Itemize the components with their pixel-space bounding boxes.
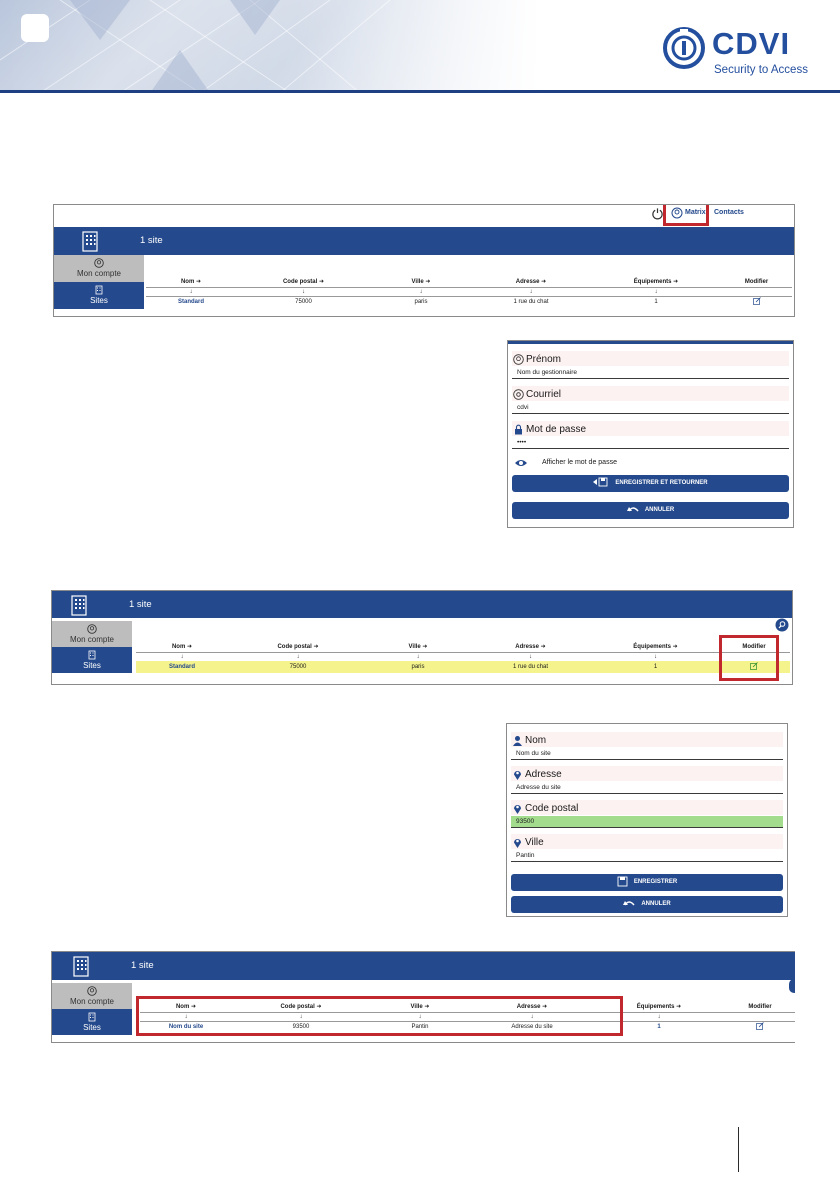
cell-ville: paris xyxy=(411,664,425,670)
col-code-postal[interactable]: Code postal ➜ xyxy=(277,644,319,651)
account-form xyxy=(507,340,794,528)
account-icon xyxy=(87,624,97,634)
person-icon xyxy=(512,735,523,746)
sidebar-item-sites-label: Sites xyxy=(90,296,108,305)
city-label: Ville xyxy=(511,834,783,849)
nav-contacts[interactable]: Contacts xyxy=(714,209,744,216)
updated-sites-screen xyxy=(51,951,795,1043)
col-adresse[interactable]: Adresse ➜ xyxy=(516,1004,548,1011)
address-label: Adresse xyxy=(511,766,783,781)
cell-nom[interactable]: Standard xyxy=(177,298,204,305)
filter-arrow[interactable]: ↓ xyxy=(654,288,658,295)
site-name-input[interactable]: Nom du site xyxy=(511,748,783,760)
col-adresse[interactable]: Adresse ➜ xyxy=(515,279,547,286)
cell-code-postal: 75000 xyxy=(295,298,312,305)
matrix-highlight-box xyxy=(663,204,709,226)
site-count: 1 site xyxy=(131,960,154,971)
section-marker xyxy=(21,14,49,42)
site-count: 1 site xyxy=(140,235,163,246)
brand-name: CDVI xyxy=(712,26,791,61)
eye-icon xyxy=(514,458,528,468)
sites-bar xyxy=(52,591,792,618)
postal-field-block xyxy=(511,800,783,834)
site-count: 1 site xyxy=(129,599,152,610)
name-field-block xyxy=(511,732,783,766)
filter-arrow[interactable]: ↓ xyxy=(416,653,420,660)
col-code-postal[interactable]: Code postal ➜ xyxy=(282,279,325,286)
cdvi-logo-icon xyxy=(662,26,706,70)
cell-nom[interactable]: Nom du site xyxy=(168,1023,204,1030)
filter-arrow[interactable]: ↓ xyxy=(654,653,657,660)
edit-icon[interactable] xyxy=(756,1022,764,1030)
city-field-block xyxy=(511,834,783,868)
email-field-block xyxy=(512,386,789,420)
filter-row xyxy=(136,652,790,661)
email-label: Courriel xyxy=(512,386,789,401)
floppy-disk-icon xyxy=(617,876,628,887)
face-icon xyxy=(513,354,524,365)
sites-icon xyxy=(94,285,104,295)
col-code-postal[interactable]: Code postal ➜ xyxy=(280,1004,322,1011)
sites-icon xyxy=(87,650,97,660)
location-pin-icon xyxy=(512,769,523,780)
col-equipements[interactable]: Équipements ➜ xyxy=(636,1004,682,1011)
site-city-input[interactable]: Pantin xyxy=(511,850,783,862)
filter-arrow[interactable]: ↓ xyxy=(180,653,184,660)
cell-adresse: 1 rue du chat xyxy=(513,298,549,305)
save-and-return-button[interactable]: ENREGISTRER ET RETOURNER xyxy=(512,475,789,492)
password-input[interactable]: •••• xyxy=(512,437,789,449)
table-row[interactable] xyxy=(146,296,792,307)
cell-ville: Pantin xyxy=(411,1023,429,1030)
email-input[interactable]: cdvi xyxy=(512,402,789,414)
undo-icon xyxy=(627,505,639,514)
cell-nom[interactable]: Standard xyxy=(168,664,195,670)
filter-arrow[interactable]: ↓ xyxy=(302,288,305,295)
modifier-highlight-box xyxy=(719,635,779,681)
cell-equipements: 1 xyxy=(657,1023,661,1030)
edit-cell[interactable] xyxy=(721,296,792,307)
show-password-toggle[interactable] xyxy=(512,457,772,469)
form-top-bar xyxy=(508,341,793,344)
sidebar-item-sites-label: Sites xyxy=(83,661,101,670)
postal-label: Code postal xyxy=(511,800,783,815)
sites-table xyxy=(146,277,792,307)
filter-row xyxy=(146,287,792,296)
nav-matrix[interactable]: Matrix xyxy=(685,209,706,216)
cell-adresse: Adresse du site xyxy=(511,1023,553,1030)
filter-arrow[interactable]: ↓ xyxy=(418,1013,422,1020)
col-nom[interactable]: Nom ➜ xyxy=(175,1004,197,1011)
col-modifier: Modifier xyxy=(742,643,766,650)
sidebar-item-sites[interactable] xyxy=(52,647,132,673)
col-equipements[interactable]: Équipements ➜ xyxy=(633,644,678,651)
col-nom[interactable]: Nom ➜ xyxy=(180,279,202,286)
updated-fields-highlight-box xyxy=(136,996,623,1036)
filter-arrow[interactable]: ↓ xyxy=(296,653,300,660)
firstname-input[interactable]: Nom du gestionnaire xyxy=(512,367,789,379)
sidebar-item-account-label: Mon compte xyxy=(69,635,115,644)
location-pin-icon xyxy=(512,803,523,814)
edit-cell[interactable] xyxy=(724,1021,795,1032)
col-equipements[interactable]: Équipements ➜ xyxy=(633,279,679,286)
brand-tagline: Security to Access xyxy=(714,64,808,76)
building-icon xyxy=(71,955,91,977)
lock-icon xyxy=(513,424,524,435)
address-field-block xyxy=(511,766,783,800)
edit-icon[interactable] xyxy=(753,297,761,305)
sidebar-item-sites[interactable] xyxy=(52,1009,132,1035)
cancel-button[interactable]: ANNULER xyxy=(512,502,789,519)
location-pin-icon xyxy=(512,837,523,848)
cdvi-logo xyxy=(662,22,822,80)
name-label: Nom xyxy=(511,732,783,747)
firstname-label: Prénom xyxy=(512,351,789,366)
sidebar-item-sites[interactable] xyxy=(54,282,144,309)
header-rule xyxy=(0,90,840,93)
table-header-row xyxy=(146,277,792,287)
col-modifier: Modifier xyxy=(748,1003,772,1010)
filter-arrow[interactable]: ↓ xyxy=(529,653,532,660)
col-ville[interactable]: Ville ➜ xyxy=(408,644,428,651)
cell-code-postal: 93500 xyxy=(292,1023,310,1030)
filter-arrow[interactable]: ↓ xyxy=(419,288,423,295)
password-field-block xyxy=(512,421,789,455)
account-screen xyxy=(53,204,795,317)
filter-arrow[interactable]: ↓ xyxy=(184,1013,188,1020)
cell-equipements: 1 xyxy=(654,298,658,305)
sidebar-item-account[interactable] xyxy=(54,255,144,282)
col-ville[interactable]: Ville ➜ xyxy=(410,1004,430,1011)
col-adresse[interactable]: Adresse ➜ xyxy=(515,644,546,651)
cell-equipements: 1 xyxy=(653,664,658,670)
cancel-button[interactable]: ANNULER xyxy=(511,896,783,913)
table-header-row xyxy=(136,642,790,652)
filter-arrow[interactable]: ↓ xyxy=(299,1013,303,1020)
account-icon xyxy=(87,986,97,996)
sites-icon xyxy=(87,1012,97,1022)
save-button[interactable]: ENREGISTRER xyxy=(511,874,783,891)
sidebar-item-account-label: Mon compte xyxy=(76,269,122,278)
col-ville[interactable]: Ville ➜ xyxy=(411,279,431,286)
filter-arrow[interactable]: ↓ xyxy=(189,288,193,295)
search-icon[interactable] xyxy=(789,979,795,993)
cell-code-postal: 75000 xyxy=(289,664,307,670)
sidebar-item-sites-label: Sites xyxy=(83,1023,101,1032)
sites-bar xyxy=(52,952,795,980)
sidebar-item-account[interactable] xyxy=(52,621,132,647)
filter-arrow[interactable]: ↓ xyxy=(657,1013,661,1020)
sites-bar xyxy=(54,227,794,255)
building-icon xyxy=(69,594,89,616)
save-back-icon xyxy=(593,477,609,487)
at-sign-icon xyxy=(513,389,524,400)
sidebar-item-account[interactable] xyxy=(52,983,132,1009)
filter-arrow[interactable]: ↓ xyxy=(530,1013,534,1020)
header-pattern xyxy=(0,0,540,93)
cell-ville: paris xyxy=(414,298,428,305)
filter-arrow[interactable]: ↓ xyxy=(529,288,533,295)
cell-adresse: 1 rue du chat xyxy=(512,664,549,670)
col-modifier: Modifier xyxy=(744,278,769,285)
account-icon xyxy=(94,258,104,268)
building-icon xyxy=(80,230,100,252)
search-icon[interactable] xyxy=(775,618,789,632)
table-row[interactable] xyxy=(136,661,790,673)
sites-screen xyxy=(51,590,793,685)
sites-table xyxy=(136,642,790,673)
footer-rule xyxy=(738,1127,739,1172)
col-nom[interactable]: Nom ➜ xyxy=(171,644,193,651)
site-postal-input[interactable]: 93500 xyxy=(511,816,783,828)
page-header xyxy=(0,0,840,93)
sidebar-item-account-label: Mon compte xyxy=(69,997,115,1006)
password-label: Mot de passe xyxy=(512,421,789,436)
site-address-input[interactable]: Adresse du site xyxy=(511,782,783,794)
site-form xyxy=(506,723,788,917)
undo-icon xyxy=(623,899,635,908)
firstname-field-block xyxy=(512,351,789,385)
show-password-label: Afficher le mot de passe xyxy=(542,459,617,466)
